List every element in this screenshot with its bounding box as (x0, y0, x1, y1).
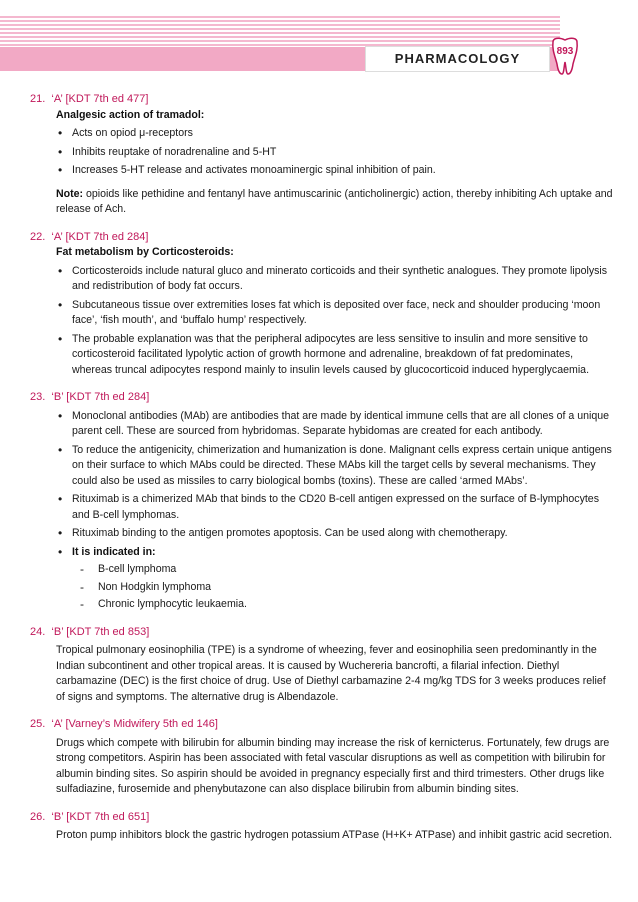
answer-reference: ‘B’ [KDT 7th ed 284] (51, 391, 150, 403)
list-item: • To reduce the antigenicity, chimerization and humanization is done. Malignant cells express certain unique antigens on their surface to which MAbs could be directed. These MAbs kill the target cells by several mechanisms. They could also be used as missiles to carry biological bombs (toxins). These are called ‘armed MAbs’. (72, 443, 616, 490)
topic-title: Analgesic action of tramadol: (56, 108, 205, 121)
topic-title: Fat metabolism by Corticosteroids: (56, 246, 234, 258)
note-text: opioids like pethidine and fentanyl have antimuscarinic (anticholinergic) action, thereby inhibiting Ach uptake and release of Ach. (56, 187, 613, 215)
question-number: 22. (30, 230, 46, 243)
question-number: 25. (30, 718, 46, 730)
question-reference (30, 810, 616, 826)
list-item: • Rituximab is a chimerized MAb that binds to the CD20 B-cell antigen expressed on the surface of B-lymphocytes and B-cell lymphomas. (72, 492, 616, 523)
list-item: • Subcutaneous tissue over extremities loses fat which is deposited over face, neck and shoulder producing ‘moon face’, ‘fish mouth’, and ‘buffalo hump’ respectively. (72, 298, 616, 329)
section-title: PHARMACOLOGY (365, 46, 550, 72)
question-number: 21. (30, 93, 46, 105)
question-26 (30, 810, 616, 844)
question-number: 26. (30, 810, 46, 823)
question-number: 23. (30, 391, 46, 403)
list-item: - Chronic lymphocytic leukaemia. (98, 597, 616, 613)
list-item: • Inhibits reuptake of noradrenaline and 5-HT (72, 145, 616, 161)
question-reference (30, 717, 616, 733)
answer-reference: ‘B’ [KDT 7th ed 651] (51, 810, 150, 823)
page-header (0, 0, 638, 92)
list-item: • Acts on opiod μ-receptors (72, 126, 616, 142)
bullet-list (56, 409, 616, 613)
list-item: • The probable explanation was that the peripheral adipocytes are less sensitive to insulin and more sensitive to corticosteroid facilitated lypolytic action of growth hormone and adrenaline, breakdown of fat predominates, whereas truncal adipocytes respond mainly to insulin levels caused by glucocorticoid induced hyperglycaemia. (72, 332, 616, 379)
note-label: Note: (56, 187, 84, 200)
list-item: - Non Hodgkin lymphoma (98, 580, 616, 596)
answer-reference: ‘A’ [KDT 7th ed 477] (51, 93, 149, 105)
list-item: • Increases 5-HT release and activates monoaminergic spinal inhibition of pain. (72, 163, 616, 179)
list-item: • Monoclonal antibodies (MAb) are antibodies that are made by identical immune cells that are all clones of a unique parent cell. These are sourced from hybridomas. Separate hybidomas are created for each antibody. (72, 409, 616, 440)
answer-paragraph: Drugs which compete with bilirubin for albumin binding may increase the risk of kernicterus. Fortunately, few drugs are strong competitors. Aspirin has been associated with fetal vascular disruptions as well as competition with bilirubin for albumin binding sites. So aspirin should be avoided in pregnancy especially first and third trimesters. Other drugs like sulfadiazine, furosemide and phenybutazone can also displace bilirubin from albumin binding sites. (56, 736, 610, 795)
answer-paragraph: Tropical pulmonary eosinophilia (TPE) is a syndrome of wheezing, fever and eosinophilia seen predominantly in the Indian subcontinent and other tropical areas. It is caused by Wuchereria bancrofti, a filarial infection. Diethyl carbamazine (DEC) is the first choice of drug. Use of Diethyl carbamazine 2-4 mg/kg TDS for 3 weeks produces relief of signs and symptoms. The alternative drug is Albendazole. (56, 644, 606, 703)
question-23 (30, 390, 616, 613)
list-item: • Corticosteroids include natural gluco and minerato corticoids and their synthetic analogues. They promote lipolysis and redistribution of body fat occurs. (72, 264, 616, 295)
indicated-label: It is indicated in: (72, 545, 156, 558)
answer-reference: ‘A’ [Varney’s Midwifery 5th ed 146] (51, 718, 218, 730)
list-item: • Rituximab binding to the antigen promotes apoptosis. Can be used along with chemotherapy. (72, 526, 616, 542)
list-item: - B-cell lymphoma (98, 562, 616, 578)
question-22 (30, 230, 616, 379)
question-number: 24. (30, 625, 46, 638)
question-24 (30, 625, 616, 706)
question-reference (30, 390, 616, 406)
note-paragraph (56, 187, 616, 218)
indication-list (72, 562, 616, 613)
question-21 (30, 92, 616, 218)
answer-reference: ‘B’ [KDT 7th ed 853] (51, 625, 150, 638)
question-reference (30, 92, 616, 108)
question-reference (30, 230, 616, 246)
question-25 (30, 717, 616, 798)
bullet-list (56, 126, 616, 179)
question-reference (30, 625, 616, 641)
answer-paragraph: Proton pump inhibitors block the gastric hydrogen potassium ATPase (H+K+ ATPase) and inhibit gastric acid secretion. (56, 829, 613, 841)
answer-reference: ‘A’ [KDT 7th ed 284] (51, 230, 149, 243)
answer-list (30, 92, 616, 856)
page-number: 893 (556, 46, 574, 57)
list-item (72, 545, 616, 613)
bullet-list (56, 264, 616, 379)
